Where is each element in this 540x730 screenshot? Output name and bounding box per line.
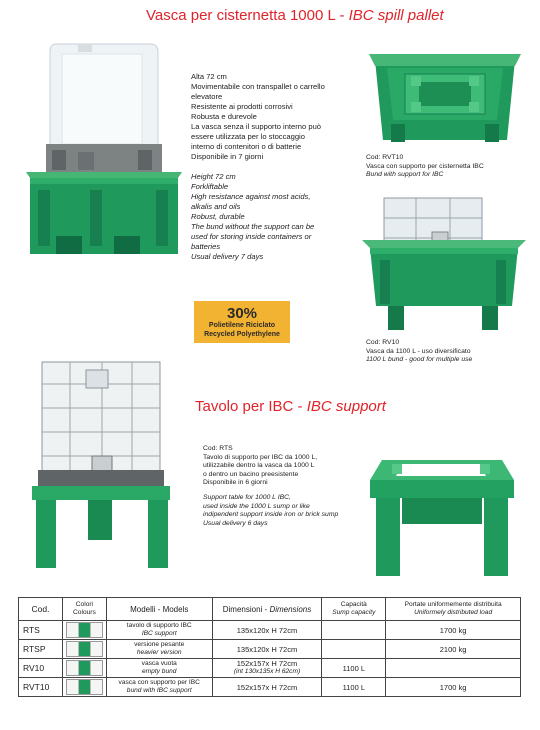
dim-internal: (int 130x135x H 62cm) bbox=[233, 668, 301, 675]
header-models bbox=[106, 598, 212, 621]
rv10-caption bbox=[366, 339, 472, 365]
caption-line-it: Vasca con supporto per cisternetta IBC bbox=[366, 162, 484, 170]
rts-en-line: Support table for 1000 L IBC, bbox=[203, 493, 291, 501]
model-it: vasca vuota bbox=[141, 660, 177, 668]
model-it: vasca con supporto per IBC bbox=[118, 679, 200, 687]
table-header-row bbox=[19, 598, 521, 621]
model-it: versione pesante bbox=[134, 641, 185, 649]
recycled-polyethylene-badge bbox=[194, 301, 290, 343]
header-colori-label: Colori bbox=[75, 601, 94, 609]
desc-it-line: interno di contenitori o di batterie bbox=[191, 142, 302, 151]
header-modelli-label: Modelli - bbox=[130, 604, 163, 614]
rts-en-line: Usual delivery 6 days bbox=[203, 519, 268, 527]
caption-line-en: 1100 L bund - good for multiple use bbox=[366, 356, 473, 364]
badge-line-it: Polietilene Riciclato bbox=[208, 322, 276, 329]
colour-swatches bbox=[66, 622, 103, 638]
cell-dimensions: 135x120x H 72cm bbox=[212, 640, 322, 659]
caption-code: Cod: RVT10 bbox=[366, 154, 404, 161]
cell-model bbox=[106, 640, 212, 659]
cell-dimensions: 135x120x H 72cm bbox=[212, 621, 322, 640]
rts-code: Cod: RTS bbox=[203, 445, 233, 452]
description-english bbox=[191, 172, 314, 262]
cell-code: RTSP bbox=[19, 640, 63, 659]
model-it: tavolo di supporto IBC bbox=[126, 622, 192, 630]
colour-swatches bbox=[66, 679, 103, 695]
caption-line-en: Bund with support for IBC bbox=[366, 171, 444, 179]
header-models-label: Models bbox=[162, 604, 189, 614]
cell-dimensions: 152x157x H 72cm bbox=[212, 678, 322, 697]
cell-code: RVT10 bbox=[19, 678, 63, 697]
cell-colours bbox=[62, 640, 106, 659]
cell-load: 2100 kg bbox=[386, 640, 521, 659]
rts-description bbox=[203, 445, 338, 528]
table-row bbox=[19, 640, 521, 659]
cell-load: 1700 kg bbox=[386, 678, 521, 697]
model-en: empty bund bbox=[142, 668, 177, 675]
section-title-spill-pallet bbox=[146, 7, 444, 24]
rv10-photo bbox=[362, 196, 530, 334]
cell-colours bbox=[62, 678, 106, 697]
colour-swatches bbox=[66, 660, 103, 676]
ibc-spill-pallet-photo bbox=[18, 40, 190, 262]
header-cod: Cod. bbox=[19, 598, 63, 621]
header-load bbox=[386, 598, 521, 621]
desc-en-line: Height 72 cm bbox=[191, 172, 236, 181]
desc-en-line: Usual delivery 7 days bbox=[191, 252, 264, 261]
header-capacity bbox=[322, 598, 386, 621]
cell-load bbox=[386, 659, 521, 678]
desc-it-line: elevatore bbox=[191, 92, 223, 101]
header-sump-label: Sump capacity bbox=[332, 609, 376, 616]
desc-en-line: High resistance against most acids, bbox=[191, 192, 311, 201]
cell-capacity: 1100 L bbox=[322, 659, 386, 678]
model-en: heavier version bbox=[136, 649, 182, 656]
colour-swatches bbox=[66, 641, 103, 657]
cell-colours bbox=[62, 659, 106, 678]
desc-it-line: Disponibile in 7 giorni bbox=[191, 152, 264, 161]
header-capacita-label: Capacità bbox=[340, 601, 367, 609]
title-italic: IBC spill pallet bbox=[348, 7, 444, 24]
description-italian bbox=[191, 72, 325, 162]
table-row bbox=[19, 659, 521, 678]
specifications-table bbox=[18, 597, 521, 697]
rts-en-line: indipendent support inside iron or brick sump bbox=[203, 511, 339, 519]
cell-capacity: 1100 L bbox=[322, 678, 386, 697]
rts-it-line: o dentro un bacino preesistente bbox=[203, 470, 299, 478]
desc-en-line: The bund without the support can be bbox=[191, 222, 315, 231]
table-row bbox=[19, 621, 521, 640]
cell-colours bbox=[62, 621, 106, 640]
desc-en-line: batteries bbox=[191, 242, 221, 251]
cell-capacity bbox=[322, 621, 386, 640]
caption-line-it: Vasca da 1100 L - uso diversificato bbox=[366, 347, 471, 355]
desc-it-line: La vasca senza il supporto interno può bbox=[191, 122, 322, 131]
desc-en-line: Forkliftable bbox=[191, 182, 229, 191]
rts-support-table-photo bbox=[362, 440, 520, 580]
desc-en-line: alkalis and oils bbox=[191, 202, 241, 211]
rts-it-line: Disponibile in 6 giorni bbox=[203, 479, 268, 487]
title-italic: IBC support bbox=[306, 398, 386, 415]
header-colours-label: Colours bbox=[73, 609, 96, 616]
rvt10-caption bbox=[366, 154, 484, 180]
cell-code: RTS bbox=[19, 621, 63, 640]
rts-it-line: Tavolo di supporto per IBC da 1000 L, bbox=[203, 453, 318, 461]
header-dimensions bbox=[212, 598, 322, 621]
cell-model bbox=[106, 621, 212, 640]
header-portate-label: Portate uniformemente distribuita bbox=[404, 601, 502, 609]
caption-code: Cod: RV10 bbox=[366, 339, 400, 346]
model-en: bund with IBC support bbox=[126, 687, 192, 694]
header-dimensioni-label: Dimensioni - bbox=[222, 604, 270, 614]
desc-it-line: essere utilizzata per lo stoccaggio bbox=[191, 132, 305, 141]
section-title-ibc-support bbox=[195, 398, 386, 415]
cell-capacity bbox=[322, 640, 386, 659]
rvt10-photo bbox=[365, 40, 525, 152]
model-en: IBC support bbox=[141, 630, 177, 637]
ibc-on-support-photo bbox=[28, 360, 176, 570]
title-main: Vasca per cisternetta 1000 L - bbox=[146, 7, 349, 24]
header-uniform-label: Uniformely distributed load bbox=[414, 609, 493, 616]
table-row bbox=[19, 678, 521, 697]
desc-it-line: Movimentabile con transpallet o carrello bbox=[191, 82, 325, 91]
badge-percent: 30% bbox=[226, 305, 258, 322]
desc-it-line: Robusta e durevole bbox=[191, 112, 257, 121]
cell-code: RV10 bbox=[19, 659, 63, 678]
desc-it-line: Alta 72 cm bbox=[191, 72, 227, 81]
header-dimensions-label: Dimensions bbox=[269, 604, 312, 614]
title-main: Tavolo per IBC - bbox=[195, 398, 307, 415]
cell-dimensions bbox=[212, 659, 322, 678]
cell-load: 1700 kg bbox=[386, 621, 521, 640]
desc-en-line: used for storing inside containers or bbox=[191, 232, 312, 241]
header-colours bbox=[62, 598, 106, 621]
desc-it-line: Resistente ai prodotti corrosivi bbox=[191, 102, 293, 111]
cell-model bbox=[106, 659, 212, 678]
rts-en-line: used inside the 1000 L sump or like bbox=[203, 502, 310, 510]
rts-it-line: utilizzabile dentro la vasca da 1000 L bbox=[203, 462, 315, 470]
desc-en-line: Robust, durable bbox=[191, 212, 245, 221]
badge-line-en: Recycled Polyethylene bbox=[204, 330, 280, 338]
cell-model bbox=[106, 678, 212, 697]
dim-main: 152x157x H 72cm bbox=[236, 659, 298, 669]
